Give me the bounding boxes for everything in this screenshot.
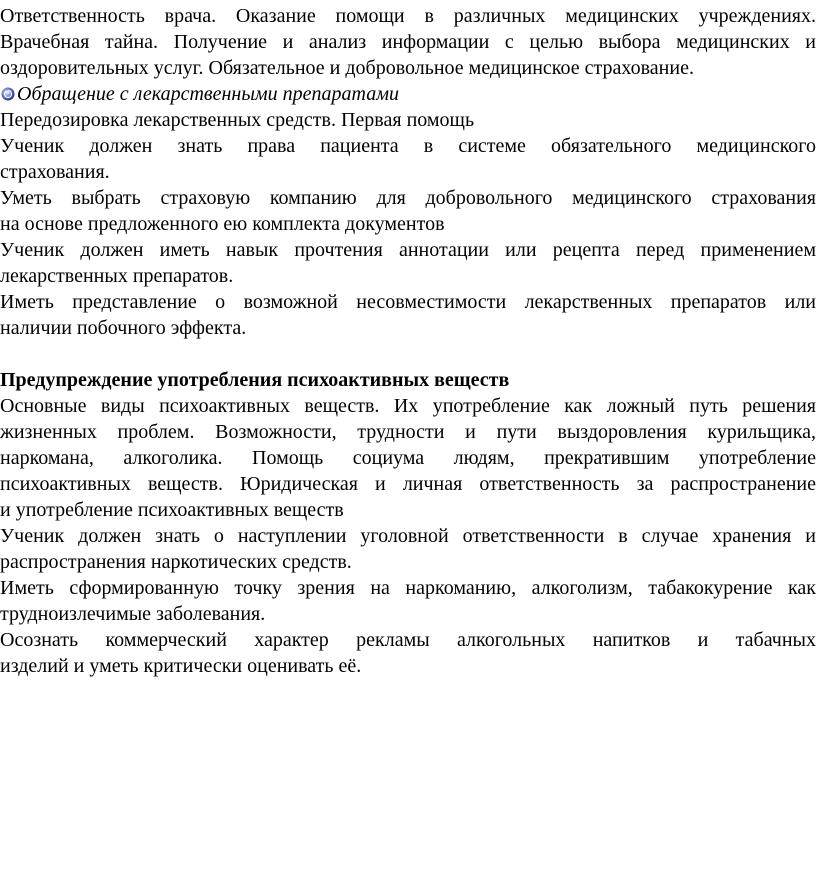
paragraph-incompatibility (0, 289, 816, 341)
text-line: трудноизлечимые заболевания. (0, 603, 266, 625)
subheading-text: Обращение с лекарственными препаратами (17, 83, 399, 105)
heading-text: Предупреждение употребления психоактивных веществ (0, 369, 510, 391)
text-line: Ученик должен иметь навык прочтения аннотации или рецепта перед применением (0, 239, 816, 261)
text-line: Врачебная тайна. Получение и анализ информации с целью выбора медицинских и (0, 31, 816, 53)
text-line: Уметь выбрать страховую компанию для добровольного медицинского страхования (0, 187, 816, 209)
text-line: жизненных проблем. Возможности, трудности и пути выздоровления курильщика, (0, 421, 816, 443)
text-line: распространения наркотических средств. (0, 551, 352, 573)
text-line: наркомана, алкоголика. Помощь социума людям, прекратившим употребление (0, 447, 816, 469)
paragraph-insurance-choice (0, 185, 816, 237)
paragraph-doctor-responsibility (0, 3, 816, 81)
text-line: Иметь представление о возможной несовместимости лекарственных препаратов или (0, 291, 816, 313)
paragraph-patient-rights (0, 133, 816, 185)
paragraph-overdose (0, 107, 816, 133)
document-page (0, 3, 816, 679)
paragraph-criminal-liability (0, 523, 816, 575)
text-line: оздоровительных услуг. Обязательное и добровольное медицинское страхование. (0, 57, 694, 79)
text-line: Ученик должен знать права пациента в системе обязательного медицинского (0, 135, 816, 157)
text-line: изделий и уметь критически оценивать её. (0, 655, 362, 677)
text-line: Ученик должен знать о наступлении уголовной ответственности в случае хранения и (0, 525, 816, 547)
text-line: лекарственных препаратов. (0, 265, 234, 287)
swirl-bullet-icon (0, 86, 16, 102)
text-line: Ответственность врача. Оказание помощи в различных медицинских учреждениях. (0, 5, 816, 27)
text-line: на основе предложенного ею комплекта документов (0, 213, 445, 235)
text-line: Передозировка лекарственных средств. Первая помощь (0, 109, 475, 131)
paragraph-advertising (0, 627, 816, 679)
paragraph-annotation-reading (0, 237, 816, 289)
text-line: наличии побочного эффекта. (0, 317, 247, 339)
blank-line (0, 341, 816, 367)
text-line: Осознать коммерческий характер рекламы алкогольных напитков и табачных (0, 629, 816, 651)
paragraph-psychoactive-types (0, 393, 816, 523)
heading-psychoactive-prevention (0, 367, 816, 393)
text-line: Иметь сформированную точку зрения на наркоманию, алкоголизм, табакокурение как (0, 577, 816, 599)
text-line: и употребление психоактивных веществ (0, 499, 344, 521)
text-line: Основные виды психоактивных веществ. Их употребление как ложный путь решения (0, 395, 816, 417)
subheading-medications (0, 81, 816, 107)
text-line: психоактивных веществ. Юридическая и личная ответственность за распространение (0, 473, 816, 495)
text-line: страхования. (0, 161, 110, 183)
paragraph-viewpoint (0, 575, 816, 627)
